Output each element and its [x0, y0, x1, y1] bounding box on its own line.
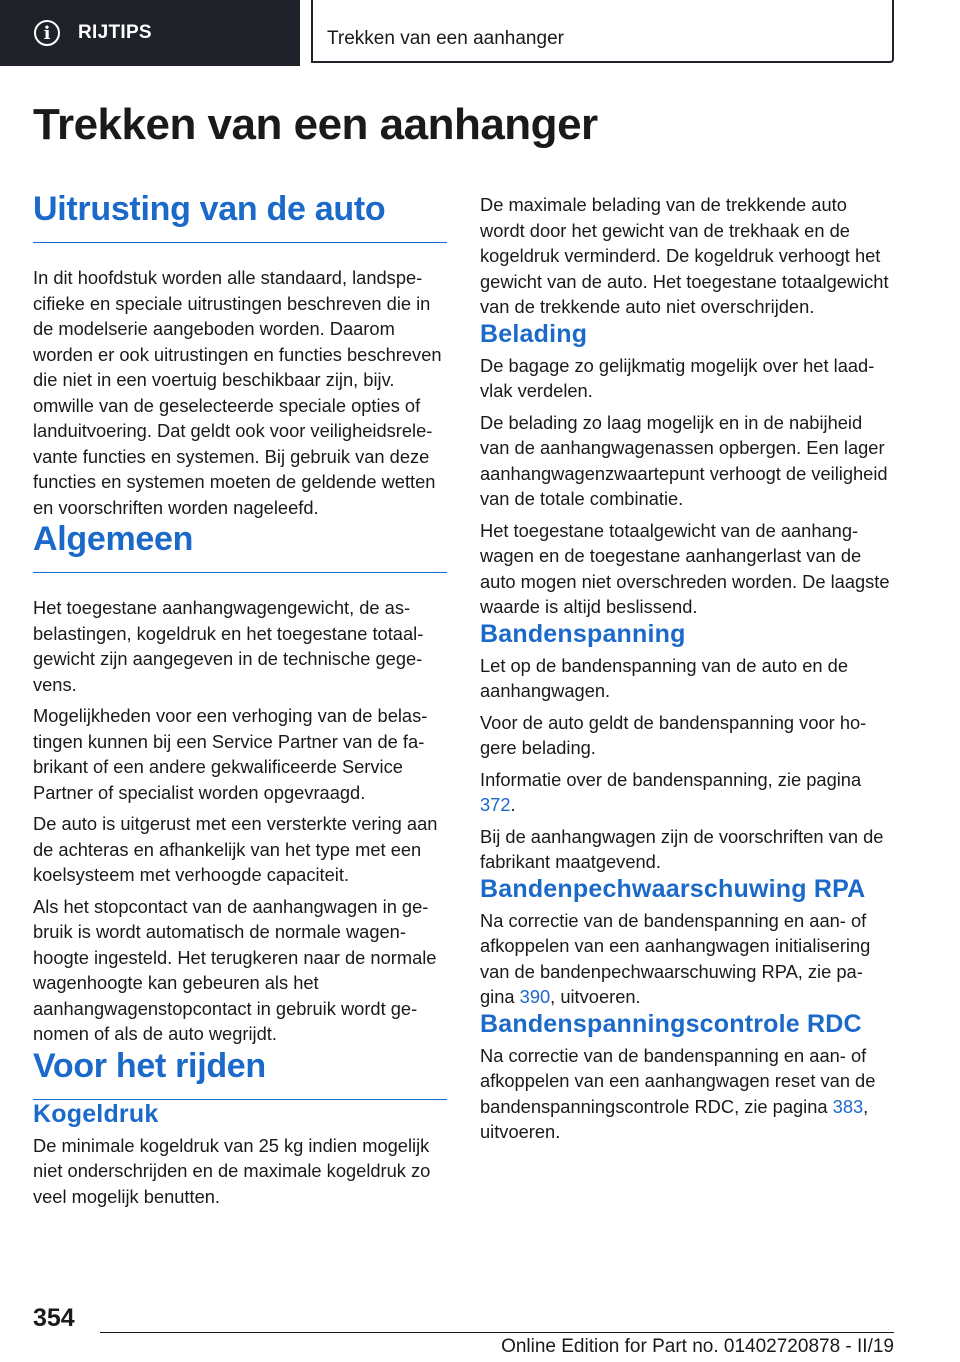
chapter-tab[interactable]	[0, 0, 300, 66]
paragraph: De maximale belading van de trekkende auto wordt door het gewicht van de trekhaak en de kogeldruk verminderd. De kogeldruk verhoogt het gewicht van de auto. Het toegestane totaalgewicht van de trekkende auto niet overschrijden.	[480, 194, 889, 317]
paragraph: Let op de bandenspanning van de auto en de aanhangwagen.	[480, 654, 848, 701]
section-title-uitrusting: Uitrusting van de auto	[33, 190, 447, 243]
paragraph: Bij de aanhangwagen zijn de voorschriften van de fabrikant maatgevend.	[480, 825, 884, 872]
page-link-390[interactable]: 390	[519, 986, 551, 1007]
section-title-algemeen: Algemeen	[33, 520, 447, 573]
section-title-voor-het-rijden: Voor het rijden	[33, 1047, 447, 1100]
page-number: 354	[33, 1304, 75, 1332]
paragraph	[480, 1043, 890, 1145]
chapter-label: RIJTIPS	[78, 22, 152, 43]
text: Na correctie van de bandenspanning en aan- of afkoppelen van een aanhangwagen reset van de bandenspanningscontrole RDC, zie pagina	[480, 1044, 876, 1117]
edition-text: Online Edition for Part no. 01402720878 - II/19	[501, 1336, 894, 1357]
paragraph: In dit hoofdstuk worden alle standaard, landspecifieke en speciale uitrustingen beschreven die in de modelserie aangeboden worden. Daarom worden er ook uitrustingen en functies beschreven die niet in een voertuig beschikbaar zijn, bijv. omwille van de geselecteerde speciale opties of landuitvoering. Dat geldt ook voor veiligheidsrelevante functies en systemen. Bij gebruik van deze functies en systemen moeten de geldende wetten en voorschriften worden nageleefd.	[33, 267, 442, 518]
right-column	[480, 192, 890, 1145]
paragraph: Het toegestane totaalgewicht van de aanhangwagen en de toegestane aanhangerlast van de auto mogen niet overschreden worden. De laagste waarde is altijd beslissend.	[480, 519, 890, 617]
subsection-title-belading: Belading	[480, 319, 588, 348]
left-column	[33, 190, 447, 1209]
paragraph	[480, 767, 890, 818]
info-icon: i	[34, 20, 60, 46]
text: Na correctie van de bandenspanning en aan- of afkoppelen van een aanhangwagen initialisering van de bandenpechwaarschuwing RPA, zie pagina	[480, 909, 871, 1007]
paragraph: De auto is uitgerust met een versterkte vering aan de achteras en afhankelijk van het type met een koelsysteem met verhoogde capaciteit.	[33, 813, 438, 885]
paragraph: Het toegestane aanhangwagengewicht, de asbelastingen, kogeldruk en het toegestane totaalgewicht zijn aangegeven in de technische gegevens.	[33, 597, 424, 695]
paragraph: Als het stopcontact van de aanhangwagen in gebruik is wordt automatisch de normale wagenhoogte ingesteld. Het terugkeren naar de normale wagenhoogte kan gebeuren als het aanhangwagenstopcontact in gebruik wordt genomen of als de auto wegrijdt.	[33, 895, 437, 1044]
topic-label: Trekken van een aanhanger	[327, 28, 564, 49]
page-link-383[interactable]: 383	[832, 1095, 864, 1117]
page-link-372[interactable]: 372	[480, 794, 511, 815]
text: , uitvoeren.	[480, 1095, 869, 1142]
subsection-title-kogeldruk: Kogeldruk	[33, 1099, 159, 1128]
text: Informatie over de bandenspanning, zie pagina	[480, 768, 862, 790]
subsection-title-rdc: Bandenspanningscontrole RDC	[480, 1009, 862, 1038]
page-title: Trekken van een aanhanger	[33, 100, 598, 149]
paragraph: Voor de auto geldt de bandenspanning voor hogere belading.	[480, 711, 867, 758]
paragraph: De belading zo laag mogelijk en in de nabijheid van de aanhangwagenassen opbergen. Een lager aanhangwagenzwaartepunt verhoogt de veiligheid van de totale combinatie.	[480, 411, 888, 509]
paragraph: De bagage zo gelijkmatig mogelijk over het laadvlak verdelen.	[480, 354, 875, 401]
subsection-title-bandenspanning: Bandenspanning	[480, 619, 686, 648]
paragraph: Mogelijkheden voor een verhoging van de belastingen kunnen bij een Service Partner van de fabrikant of een andere gekwalificeerde Service Partner of specialist worden opgevraagd.	[33, 705, 428, 803]
footer-divider	[100, 1332, 894, 1333]
text: .	[510, 794, 516, 815]
paragraph	[480, 908, 890, 1010]
subsection-title-rpa: Bandenpechwaarschuwing RPA	[480, 874, 866, 903]
page-header	[0, 0, 960, 66]
topic-tab[interactable]	[311, 0, 894, 63]
paragraph: De minimale kogeldruk van 25 kg indien mogelijk niet onderschrijden en de maximale kogeldruk zo veel mogelijk benutten.	[33, 1134, 431, 1207]
text: , uitvoeren.	[550, 986, 641, 1007]
